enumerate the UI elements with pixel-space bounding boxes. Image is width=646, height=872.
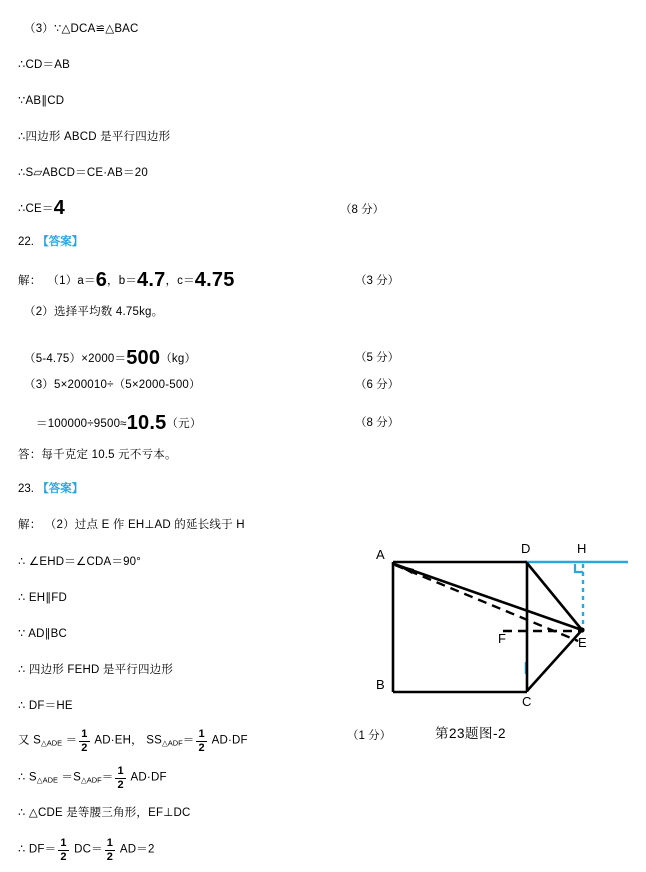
q21-line-2: ∴CD＝AB xyxy=(18,59,70,71)
q22-part3b xyxy=(36,413,202,433)
q22-part2b xyxy=(24,348,196,368)
fraction-denominator: 2 xyxy=(60,850,67,863)
q23-line-4: ∵ AD∥BC xyxy=(18,628,67,640)
vertex-label-F: F xyxy=(498,631,506,646)
q22-part3b-prefix: ＝100000÷9500≈ xyxy=(36,418,127,430)
vertex-dot-E xyxy=(579,627,584,632)
q21-line-3: ∵AB∥CD xyxy=(18,95,65,107)
q22-conclusion: 答：每千克定 10.5 元不亏本。 xyxy=(18,449,177,461)
fraction-denominator: 2 xyxy=(198,741,205,754)
q22-number-row xyxy=(18,237,83,249)
fraction-numerator: 1 xyxy=(117,765,124,777)
q23-area-line-1 xyxy=(18,729,248,754)
fraction-half-5 xyxy=(105,838,115,863)
fraction-numerator: 1 xyxy=(198,728,205,740)
q23-area2-sub-b: △ADF xyxy=(80,775,102,785)
arrowhead-at-A xyxy=(394,564,414,574)
q23-line-5: ∴ 四边形 FEHD 是平行四边形 xyxy=(18,664,174,676)
line-AF-dashed xyxy=(391,565,581,641)
geometry-figure xyxy=(370,540,646,740)
q22-part2b-score: （5 分） xyxy=(355,352,400,364)
q22-part2: （2）选择平均数 4.75kg。 xyxy=(24,306,164,318)
vertex-label-D: D xyxy=(521,541,531,556)
q23-line-1: 解： （2）过点 E 作 EH⊥AD 的延长线于 H xyxy=(18,519,245,531)
vertex-label-H: H xyxy=(577,541,587,556)
q23-line-2: ∴ ∠EHD＝∠CDA＝90° xyxy=(18,556,142,568)
q23-last-c: AD＝2 xyxy=(117,843,155,856)
q22-solve-label: 解： xyxy=(18,275,42,287)
q22-part1-score: （3 分） xyxy=(355,275,400,287)
q22-part2b-value: 500 xyxy=(126,347,161,369)
fraction-half-4 xyxy=(58,838,68,863)
q23-last-line xyxy=(18,838,155,863)
q22-c-label: ，c＝ xyxy=(165,275,195,287)
fraction-numerator: 1 xyxy=(106,837,114,849)
q22-b-value: 4.7 xyxy=(137,269,166,291)
fraction-half-3 xyxy=(115,766,125,791)
fraction-half-1 xyxy=(79,729,89,754)
q23-line-6: ∴ DF＝HE xyxy=(18,700,73,712)
q23-area1-s2: S xyxy=(154,734,162,747)
q21-ce-prefix: ∴CE＝ xyxy=(18,203,54,215)
vertex-label-C: C xyxy=(522,694,532,709)
q22-answer-tag: 【答案】 xyxy=(37,236,84,248)
vertex-label-B: B xyxy=(376,677,385,692)
q22-c-value: 4.75 xyxy=(194,269,235,291)
line-CE xyxy=(527,630,582,691)
q22-part3: （3）5×200010÷（5×2000-500） xyxy=(24,379,201,391)
q22-part3-score: （6 分） xyxy=(355,379,400,391)
q22-part1 xyxy=(18,270,235,290)
q23-number-row xyxy=(18,484,83,496)
q21-line-1: （3）∵△DCA≌△BAC xyxy=(24,23,139,35)
q23-area1-b: ＝ xyxy=(62,734,78,747)
q23-area1-d: ＝ xyxy=(182,734,195,747)
fraction-denominator: 2 xyxy=(117,778,124,791)
vertex-label-A: A xyxy=(376,547,385,562)
q23-area1-e: AD·DF xyxy=(208,734,248,747)
fraction-numerator: 1 xyxy=(60,837,67,849)
q23-answer-tag: 【答案】 xyxy=(37,483,84,495)
q22-part3b-score: （8 分） xyxy=(355,417,400,429)
figure-caption: 第23题图-2 xyxy=(435,726,507,741)
q23-line-3: ∴ EH∥FD xyxy=(18,592,67,604)
q23-area2-a: ∴ S xyxy=(18,771,37,784)
q23-area1-c: AD·EH， S xyxy=(91,734,155,747)
q23-isosceles-line: ∴ △CDE 是等腰三角形，EF⊥DC xyxy=(18,807,191,819)
q22-part3b-value: 10.5 xyxy=(126,412,167,434)
fraction-half-2 xyxy=(196,729,206,754)
q22-b-label: ，b＝ xyxy=(107,275,138,287)
q22-a-value: 6 xyxy=(95,269,108,291)
q23-last-b: DC＝ xyxy=(70,843,103,856)
q23-area2-d: AD·DF xyxy=(127,771,167,784)
q21-line-4: ∴四边形 ABCD 是平行四边形 xyxy=(18,131,171,143)
q23-last-a: ∴ DF＝ xyxy=(18,843,57,856)
q21-ce-line xyxy=(18,198,65,218)
q23-number: 23. xyxy=(18,483,34,495)
fraction-numerator: 1 xyxy=(81,728,88,740)
vertex-label-E: E xyxy=(578,635,587,650)
q23-area-line-2 xyxy=(18,766,167,791)
fraction-denominator: 2 xyxy=(81,741,88,754)
q23-area2-b: ＝S xyxy=(58,771,81,784)
q22-number: 22. xyxy=(18,236,34,248)
q21-score: （8 分） xyxy=(340,204,385,216)
q23-area1-a: 又 S xyxy=(18,734,41,747)
fraction-denominator: 2 xyxy=(106,850,114,863)
q22-part2b-unit: （kg） xyxy=(160,353,197,365)
q22-part1-prefix: （1）a＝ xyxy=(47,275,96,287)
q23-area2-c: ＝ xyxy=(101,771,114,784)
q22-part2b-prefix: （5-4.75）×2000＝ xyxy=(24,353,127,365)
right-angle-mark-H xyxy=(575,564,583,572)
geometry-figure-svg xyxy=(370,540,646,740)
q22-part3b-unit: （元） xyxy=(166,418,202,430)
q21-ce-value: 4 xyxy=(53,197,65,219)
q23-area1-sub-b: △ADF xyxy=(162,738,183,748)
q23-area2-sub-a: △ADE xyxy=(36,775,58,785)
q21-line-5: ∴S▱ABCD＝CE·AB＝20 xyxy=(18,167,148,179)
q23-area1-sub-a: △ADE xyxy=(40,738,63,748)
q23-score: （1 分） xyxy=(347,730,392,742)
